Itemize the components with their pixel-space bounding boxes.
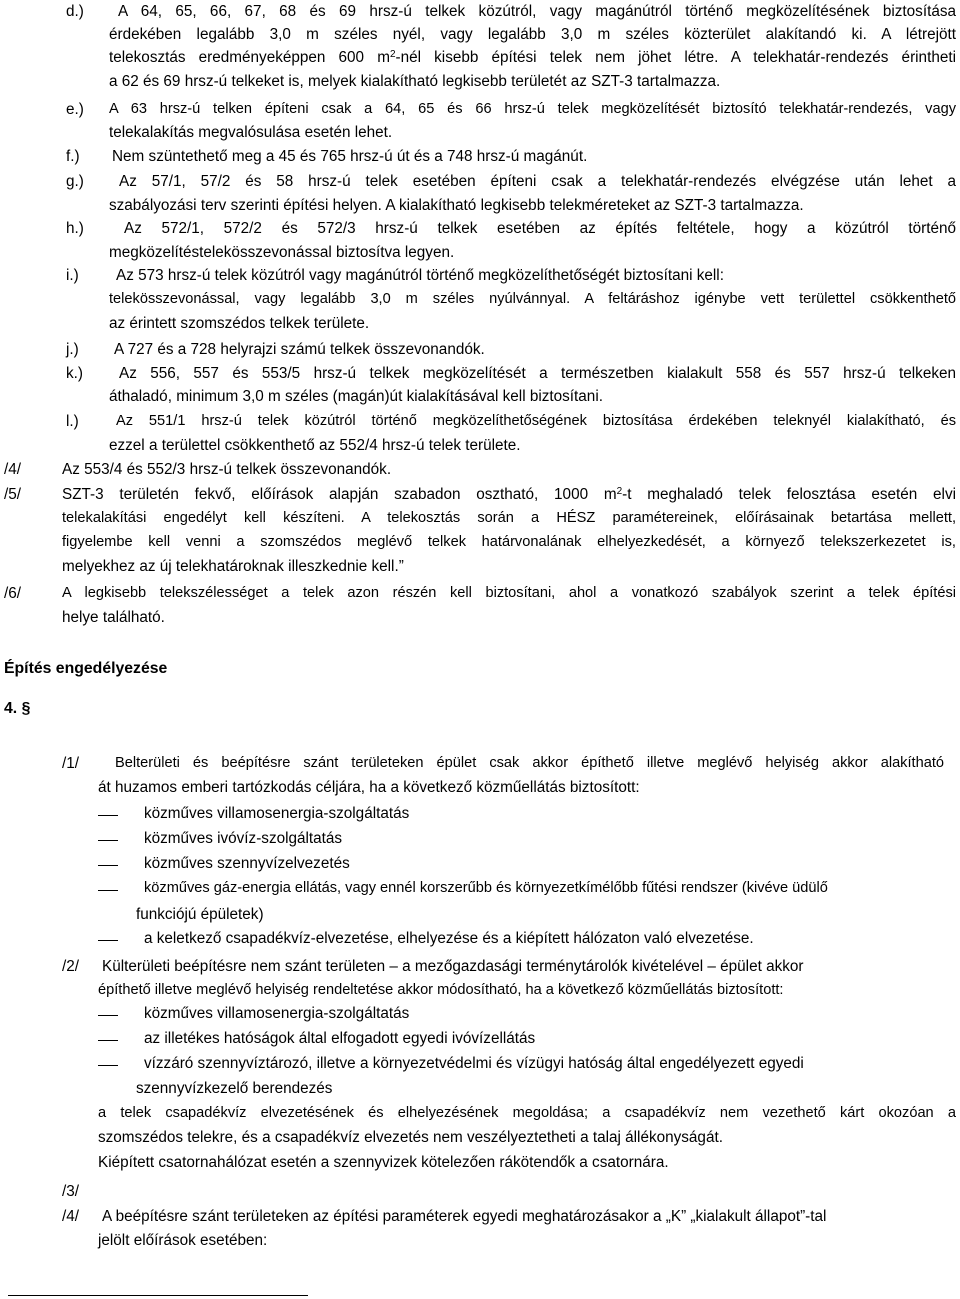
block-text-line: A beépítésre szánt területeken az építési paraméterek egyedi meghatározásakor a „K” „kialakult állapot”-tal (102, 1208, 827, 1225)
list-dash (98, 1015, 118, 1016)
block-text-line: Belterületi és beépítésre szánt területeken épület csak akkor építhető illetve meglévő helyiség akkor alakítható (115, 755, 944, 771)
para-label: h.) (66, 220, 84, 237)
para-label: l.) (66, 413, 79, 430)
block-3-label: /3/ (62, 1183, 80, 1200)
section-text-line: melyekhez az új telekhatároknak illeszkednie kell.” (62, 558, 404, 575)
para-label: e.) (66, 101, 84, 118)
para-text-line: Az 551/1 hrsz-ú telek közútról történő megközelíthetőségének biztosítása érdekében teleknyél kialakítható, és (116, 413, 956, 429)
section-text-line: helye található. (62, 609, 165, 626)
block-text-line: a telek csapadékvíz elvezetésének és elhelyezésének megoldása; a csapadékvíz nem vezethető kárt okozóan a (98, 1105, 956, 1121)
section-text-line: A legkisebb telekszélességet a telek azon részén kell biztosítani, ahol a vonatkozó szabályok szerint a telek építési (62, 585, 956, 601)
list-item: az illetékes hatóságok által elfogadott egyedi ivóvízellátás (144, 1030, 536, 1047)
block-label: /4/ (62, 1208, 80, 1225)
list-dash (98, 865, 118, 866)
para-text-line: a 62 és 69 hrsz-ú telkeket is, melyek kialakítható legkisebb területét az SZT-3 tartalmazza. (109, 73, 721, 90)
para-text-line: Az 57/1, 57/2 és 58 hrsz-ú telek esetében építeni csak a telekhatár-rendezés elvégzése után lehet a (119, 173, 956, 190)
section-text-line: SZT-3 területén fekvő, előírások alapján szabadon osztható, 1000 $m^2-t$ meghaladó telek felosztása esetén elvi (62, 486, 956, 503)
list-item: közműves ivóvíz-szolgáltatás (144, 830, 343, 847)
footnote-separator (8, 1295, 308, 1296)
section-text-line: telekalakítási engedélyt kell készíteni. A telekosztás során a HÉSZ paramétereinek, előírásainak betartása mellett, (62, 510, 956, 526)
para-label: d.) (66, 3, 84, 20)
block-text-line: Külterületi beépítésre nem szánt területen – a mezőgazdasági terménytárolók kivételével – épület akkor (102, 958, 804, 975)
list-dash (98, 840, 118, 841)
block-text-line: építhető illetve meglévő helyiség rendeltetése akkor módosítható, ha a következő közműellátás biztosított: (98, 982, 784, 998)
para-text-line: telekosztás eredményeképpen 600 $m^2$-nél kisebb építési telek nem jöhet létre. A telekhatár-rendezés érintheti (109, 49, 956, 66)
para-text-line: ezzel a területtel csökkenthető az 552/4 hrsz-ú telek területe. (109, 437, 521, 454)
section-text-line: figyelembe kell venni a szomszédos meglévő telkek határvonalának elhelyezkedését, a környező telekszerkezetet is, (62, 534, 956, 550)
section-heading: Építés engedélyezése (4, 660, 168, 677)
list-dash (98, 940, 118, 941)
para-text-line: Nem szüntethető meg a 45 és 765 hrsz-ú út és a 748 hrsz-ú magánút. (112, 148, 588, 165)
list-item: közműves villamosenergia-szolgáltatás (144, 1005, 410, 1022)
list-item: közműves villamosenergia-szolgáltatás (144, 805, 410, 822)
list-item: a keletkező csapadékvíz-elvezetése, elhelyezése és a kiépített hálózaton való elvezetése. (144, 930, 754, 947)
list-item: közműves gáz-energia ellátás, vagy ennél korszerűbb és környezetkímélőbb fűtési rendszer (kivéve üdülő (144, 880, 828, 896)
para-text-line: az érintett szomszédos telkek területe. (109, 315, 370, 332)
para-text-line: megközelítéstelekösszevonással biztosítva legyen. (109, 244, 455, 261)
block-label: /2/ (62, 958, 80, 975)
list-item-continuation: szennyvízkezelő berendezés (136, 1080, 333, 1097)
section-label: /5/ (4, 486, 22, 503)
para-text-line: A 64, 65, 66, 67, 68 és 69 hrsz-ú telkek közútról, vagy magánútról történő megközelítésének biztosítása (118, 3, 956, 20)
para-text-line: áthaladó, minimum 3,0 m széles (magán)út kialakításával kell biztosítani. (109, 388, 603, 405)
para-label: j.) (66, 341, 79, 358)
list-dash (98, 890, 118, 891)
para-text-line: szabályozási terv szerinti építési helyen. A kialakítható legkisebb telekméreteket az SZT-3 tartalmazza. (109, 197, 804, 214)
para-label: g.) (66, 173, 84, 190)
para-text-line: Az 572/1, 572/2 és 572/3 hrsz-ú telkek esetében az építés feltétele, hogy a közútról történő (124, 220, 956, 237)
para-text-line: Az 573 hrsz-ú telek közútról vagy magánútról történő megközelíthetőségét biztosítani kell: (116, 267, 724, 284)
para-text-line: telekösszevonással, vagy legalább 3,0 m széles nyúlvánnyal. A feltáráshoz igénybe vett területtel csökkenthető (109, 291, 956, 307)
list-item: vízzáró szennyvíztározó, illetve a környezetvédelmi és vízügyi hatóság által engedélyezett egyedi (144, 1055, 804, 1072)
section-label: /4/ (4, 461, 22, 478)
block-text-line: szomszédos telekre, és a csapadékvíz elvezetés nem veszélyeztetheti a talaj állékonyságát. (98, 1129, 723, 1146)
para-text-line: Az 556, 557 és 553/5 hrsz-ú telkek megközelítését a természetben kialakult 558 és 557 hrsz-ú telkeken (119, 365, 956, 382)
section-text-line: Az 553/4 és 552/3 hrsz-ú telkek összevonandók. (62, 461, 392, 478)
list-dash (98, 815, 118, 816)
para-label: i.) (66, 267, 79, 284)
paragraph-number: 4. § (4, 700, 31, 717)
para-label: f.) (66, 148, 80, 165)
block-text-line: Kiépített csatornahálózat esetén a szennyvizek kötelezően rákötendők a csatornára. (98, 1154, 669, 1171)
para-label: k.) (66, 365, 83, 382)
para-text-line: A 727 és a 728 helyrajzi számú telkek összevonandók. (114, 341, 485, 358)
para-text-line: telekalakítás megvalósulása esetén lehet. (109, 124, 393, 141)
section-label: /6/ (4, 585, 22, 602)
list-dash (98, 1040, 118, 1041)
list-item-continuation: funkciójú épületek) (136, 906, 264, 923)
para-text-line: érdekében legalább 3,0 m széles nyél, vagy legalább 3,0 m széles közterület alakítandó ki. A létrejött (109, 26, 956, 43)
para-text-line: A 63 hrsz-ú telken építeni csak a 64, 65 és 66 hrsz-ú telek megközelítését biztosító telekhatár-rendezés, vagy (109, 101, 956, 117)
block-label: /1/ (62, 755, 80, 772)
list-dash (98, 1065, 118, 1066)
block-text-line: át huzamos emberi tartózkodás céljára, ha a következő közműellátás biztosított: (98, 779, 640, 796)
block-text-line: jelölt előírások esetében: (98, 1232, 268, 1249)
list-item: közműves szennyvízelvezetés (144, 855, 350, 872)
